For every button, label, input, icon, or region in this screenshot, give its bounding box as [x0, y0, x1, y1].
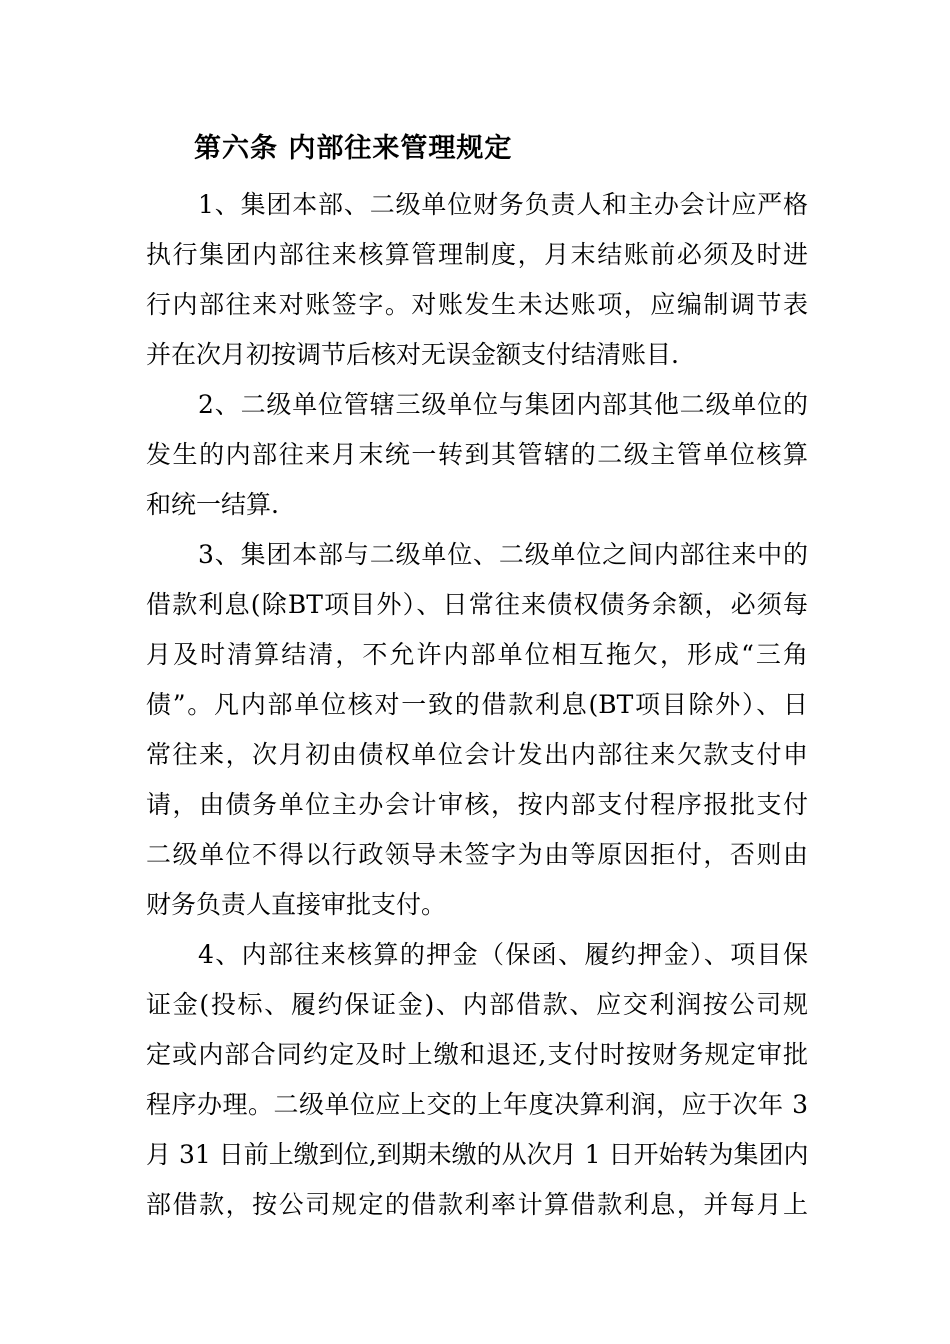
article-body — [146, 180, 808, 1230]
text-line: 二级单位不得以行政领导未签字为由等原因拒付，否则由 — [146, 840, 808, 869]
text-line: 常往来，次月初由债权单位会计发出内部往来欠款支付申 — [146, 740, 808, 769]
text-line: 和统一结算. — [146, 490, 279, 519]
text-line: 财务负责人直接审批支付。 — [146, 890, 447, 919]
article-heading: 第六条 内部往来管理规定 — [194, 133, 513, 164]
text-line: 证金(投标、履约保证金)、内部借款、应交利润按公司规 — [146, 990, 808, 1019]
text-line: 并在次月初按调节后核对无误金额支付结清账目. — [146, 340, 679, 369]
text-line: 1、集团本部、二级单位财务负责人和主办会计应严格 — [198, 190, 808, 219]
text-line: 定或内部合同约定及时上缴和退还,支付时按财务规定审批 — [146, 1040, 808, 1069]
text-line: 4、内部往来核算的押金（保函、履约押金）、项目保 — [198, 940, 808, 969]
text-line: 2、二级单位管辖三级单位与集团内部其他二级单位的 — [198, 390, 808, 419]
text-line: 月 31 日前上缴到位,到期未缴的从次月 1 日开始转为集团内 — [146, 1140, 808, 1169]
text-line: 执行集团内部往来核算管理制度，月末结账前必须及时进 — [146, 240, 808, 269]
text-line: 部借款，按公司规定的借款利率计算借款利息，并每月上 — [146, 1190, 808, 1219]
text-line: 程序办理。二级单位应上交的上年度决算利润，应于次年 3 — [146, 1090, 808, 1119]
text-line: 月及时清算结清，不允许内部单位相互拖欠，形成“三角 — [146, 640, 808, 669]
text-line: 行内部往来对账签字。对账发生未达账项，应编制调节表 — [146, 290, 808, 319]
text-line: 3、集团本部与二级单位、二级单位之间内部往来中的 — [198, 540, 808, 569]
text-line: 借款利息(除BT项目外）、日常往来债权债务余额，必须每 — [146, 590, 808, 619]
text-line: 债”。凡内部单位核对一致的借款利息(BT项目除外）、日 — [146, 690, 808, 719]
text-line: 请，由债务单位主办会计审核，按内部支付程序报批支付 — [146, 790, 808, 819]
text-line: 发生的内部往来月末统一转到其管辖的二级主管单位核算 — [146, 440, 808, 469]
